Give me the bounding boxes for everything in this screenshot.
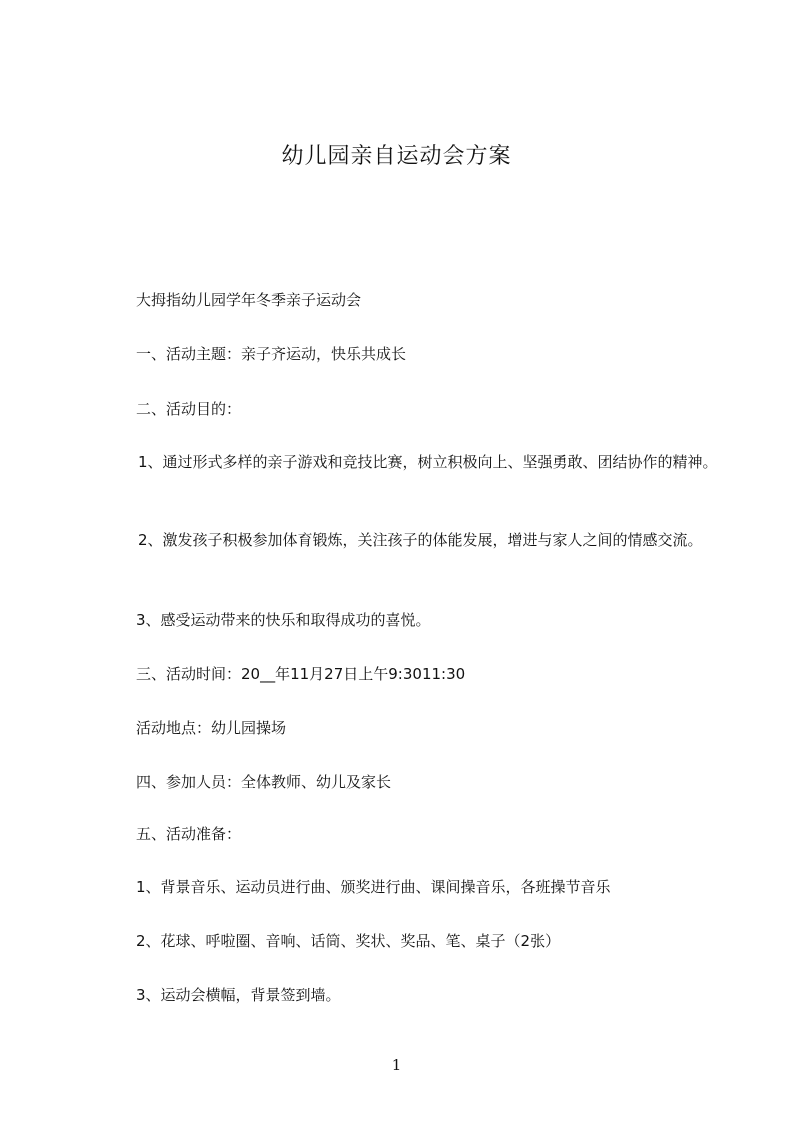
section-prep-heading: 五、活动准备：	[136, 825, 242, 843]
document-title: 幼儿园亲自运动会方案	[281, 144, 512, 169]
section-theme: 一、活动主题：亲子齐运动，快乐共成长	[136, 345, 407, 363]
section-participants: 四、参加人员：全体教师、幼儿及家长	[136, 773, 392, 791]
section-goal-heading: 二、活动目的：	[136, 400, 242, 418]
event-subtitle: 大拇指幼儿园学年冬季亲子运动会	[136, 291, 362, 309]
goal-item-2: 2、激发孩子积极参加体育锻炼，关注孩子的体能发展，增进与家人之间的情感交流。	[138, 531, 703, 549]
event-place: 活动地点：幼儿园操场	[136, 719, 287, 737]
section-time: 三、活动时间：20__年11月27日上午9:3011:30	[136, 665, 466, 683]
prep-item-1: 1、背景音乐、运动员进行曲、颁奖进行曲、课间操音乐，各班操节音乐	[136, 878, 611, 896]
goal-item-1: 1、通过形式多样的亲子游戏和竞技比赛，树立积极向上、坚强勇敢、团结协作的精神。	[138, 453, 718, 471]
page-number: 1	[391, 1056, 402, 1074]
goal-item-3: 3、感受运动带来的快乐和取得成功的喜悦。	[136, 611, 431, 629]
prep-item-2: 2、花球、呼啦圈、音响、话筒、奖状、奖品、笔、桌子（2张）	[136, 932, 561, 950]
prep-item-3: 3、运动会横幅，背景签到墙。	[136, 986, 341, 1004]
